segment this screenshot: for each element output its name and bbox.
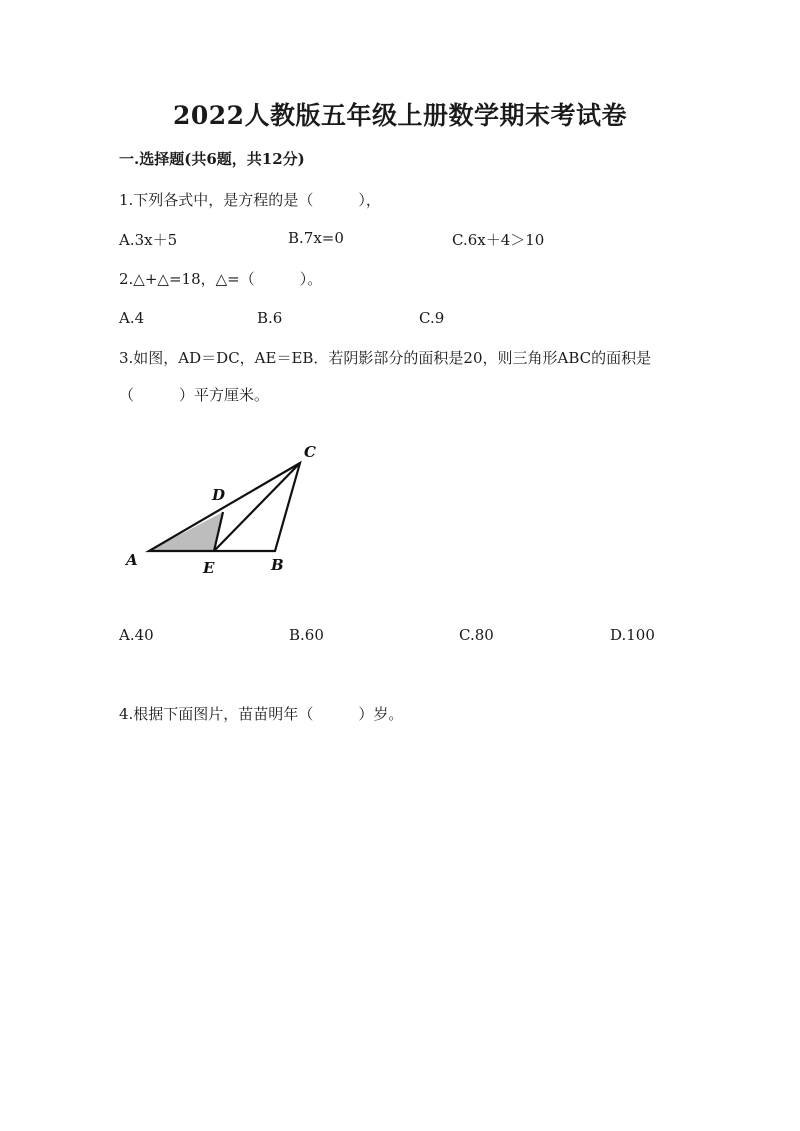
- question-2-option-a: A.4: [119, 309, 145, 327]
- page-title: 2022人教版五年级上册数学期末考试卷: [172, 101, 628, 130]
- triangle-figure: [118, 432, 338, 582]
- question-3-text-line2: （ ）平方厘米。: [119, 386, 270, 404]
- question-4-text: 4.根据下面图片，苗苗明年（ ）岁。: [119, 705, 404, 723]
- point-label-e: E: [203, 559, 215, 577]
- point-label-b: B: [271, 556, 284, 574]
- question-2-text: 2.△+△=18，△=（ ）。: [119, 270, 323, 288]
- question-2-option-c: C.9: [419, 309, 445, 327]
- section-heading: 一.选择题(共6题，共12分): [119, 150, 305, 168]
- point-label-c: C: [304, 443, 316, 461]
- point-label-d: D: [212, 486, 226, 504]
- question-3-option-c: C.80: [459, 626, 494, 644]
- question-1-option-c: C.6x＋4＞10: [452, 231, 545, 249]
- question-2-option-b: B.6: [257, 309, 283, 327]
- question-1-option-a: A.3x＋5: [119, 231, 178, 249]
- question-3-option-b: B.60: [289, 626, 324, 644]
- question-1-option-b: B.7x=0: [288, 229, 344, 247]
- question-3-option-d: D.100: [610, 626, 655, 644]
- question-3-text-line1: 3.如图，AD＝DC，AE＝EB．若阴影部分的面积是20，则三角形ABC的面积是: [119, 349, 652, 367]
- question-1-text: 1.下列各式中，是方程的是（ ），: [119, 191, 381, 209]
- point-label-a: A: [126, 551, 138, 569]
- question-3-option-a: A.40: [119, 626, 154, 644]
- triangle-abc: [149, 463, 300, 551]
